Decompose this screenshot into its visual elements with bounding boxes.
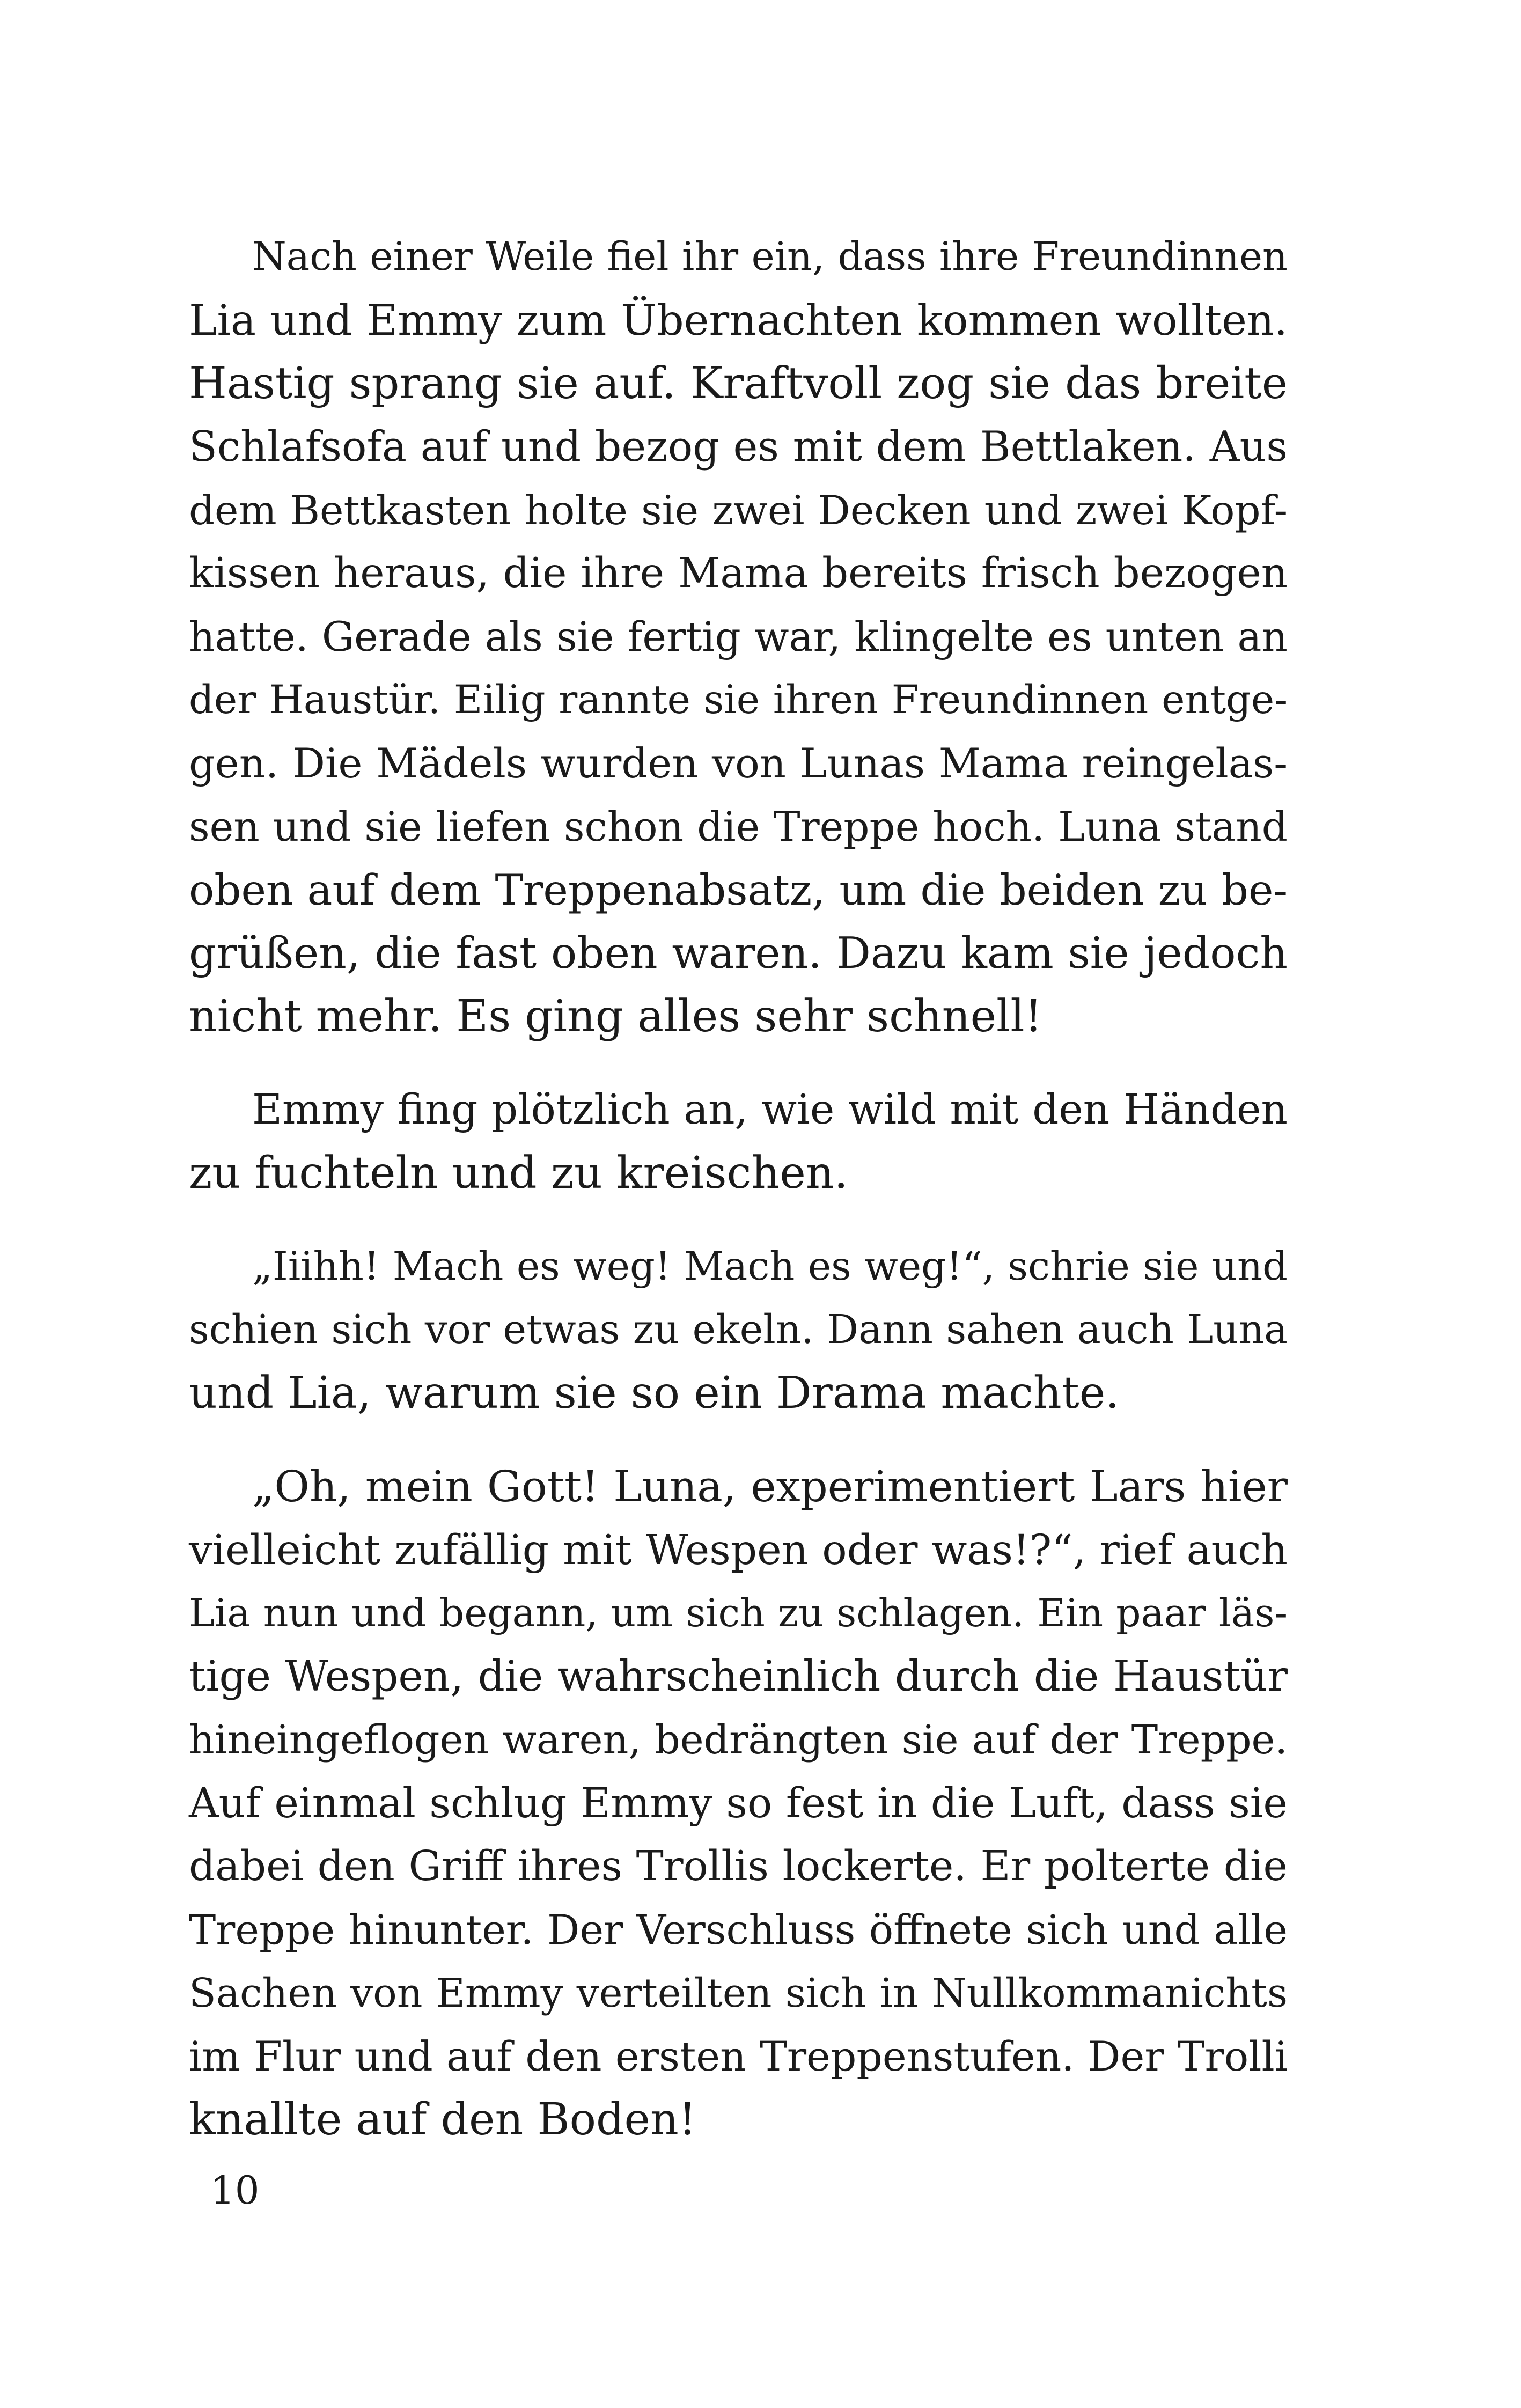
text-line: Lia und Emmy zum Übernachten kommen wollten. xyxy=(189,296,1288,345)
text-line: hatte. Gerade als sie fertig war, klingelte es unten an xyxy=(189,613,1288,660)
text-line: „Iiihh! Mach es weg! Mach es weg!“, schrie sie und xyxy=(252,1244,1288,1289)
paragraph-2 xyxy=(189,1078,1288,1205)
text-line: gen. Die Mädels wurden von Lunas Mama reingelas- xyxy=(189,739,1288,787)
text-line: Hastig sprang sie auf. Kraftvoll zog sie das breite xyxy=(189,358,1288,409)
page-number: 10 xyxy=(210,2168,260,2213)
text-line: vielleicht zufällig mit Wespen oder was!?“, rief auch xyxy=(189,1526,1288,1574)
body-text xyxy=(189,225,1288,2182)
text-line: Nach einer Weile fiel ihr ein, dass ihre Freundinnen xyxy=(252,234,1288,280)
text-line: hineingeflogen waren, bedrängten sie auf der Treppe. xyxy=(189,1717,1288,1763)
text-line: „Oh, mein Gott! Luna, experimentiert Lars hier xyxy=(252,1462,1288,1511)
paragraph-3 xyxy=(189,1235,1288,1425)
text-line: zu fuchteln und zu kreischen. xyxy=(189,1148,848,1199)
text-line: schien sich vor etwas zu ekeln. Dann sahen auch Luna xyxy=(189,1307,1288,1353)
text-line: dem Bettkasten holte sie zwei Decken und zwei Kopf- xyxy=(189,487,1288,534)
text-line: grüßen, die fast oben waren. Dazu kam sie jedoch xyxy=(189,928,1288,978)
text-line: Lia nun und begann, um sich zu schlagen. Ein paar läs- xyxy=(189,1591,1288,1636)
text-line: Emmy fing plötzlich an, wie wild mit den Händen xyxy=(252,1086,1288,1134)
text-line: und Lia, warum sie so ein Drama machte. xyxy=(189,1368,1120,1419)
text-line: knallte auf den Boden! xyxy=(189,2094,696,2145)
text-line: im Flur und auf den ersten Treppenstufen. Der Trolli xyxy=(189,2033,1288,2080)
text-line: kissen heraus, die ihre Mama bereits frisch bezogen xyxy=(189,549,1288,597)
text-line: nicht mehr. Es ging alles sehr schnell! xyxy=(189,991,1042,1042)
text-line: tige Wespen, die wahrscheinlich durch die Haustür xyxy=(189,1652,1288,1701)
text-line: Sachen von Emmy verteilten sich in Nullkommanichts xyxy=(189,1970,1288,2016)
paragraph-4 xyxy=(189,1455,1288,2152)
paragraph-1 xyxy=(189,225,1288,1048)
text-line: der Haustür. Eilig rannte sie ihren Freundinnen entge- xyxy=(189,677,1288,723)
text-line: dabei den Griff ihres Trollis lockerte. Er polterte die xyxy=(189,1842,1288,1890)
text-line: oben auf dem Treppenabsatz, um die beiden zu be- xyxy=(189,865,1288,915)
text-line: Auf einmal schlug Emmy so fest in die Luft, dass sie xyxy=(189,1779,1288,1827)
text-line: Schlafsofa auf und bezog es mit dem Bettlaken. Aus xyxy=(189,423,1288,471)
text-line: Treppe hinunter. Der Verschluss öffnete sich und alle xyxy=(189,1906,1288,1954)
text-line: sen und sie liefen schon die Treppe hoch. Luna stand xyxy=(189,803,1288,850)
